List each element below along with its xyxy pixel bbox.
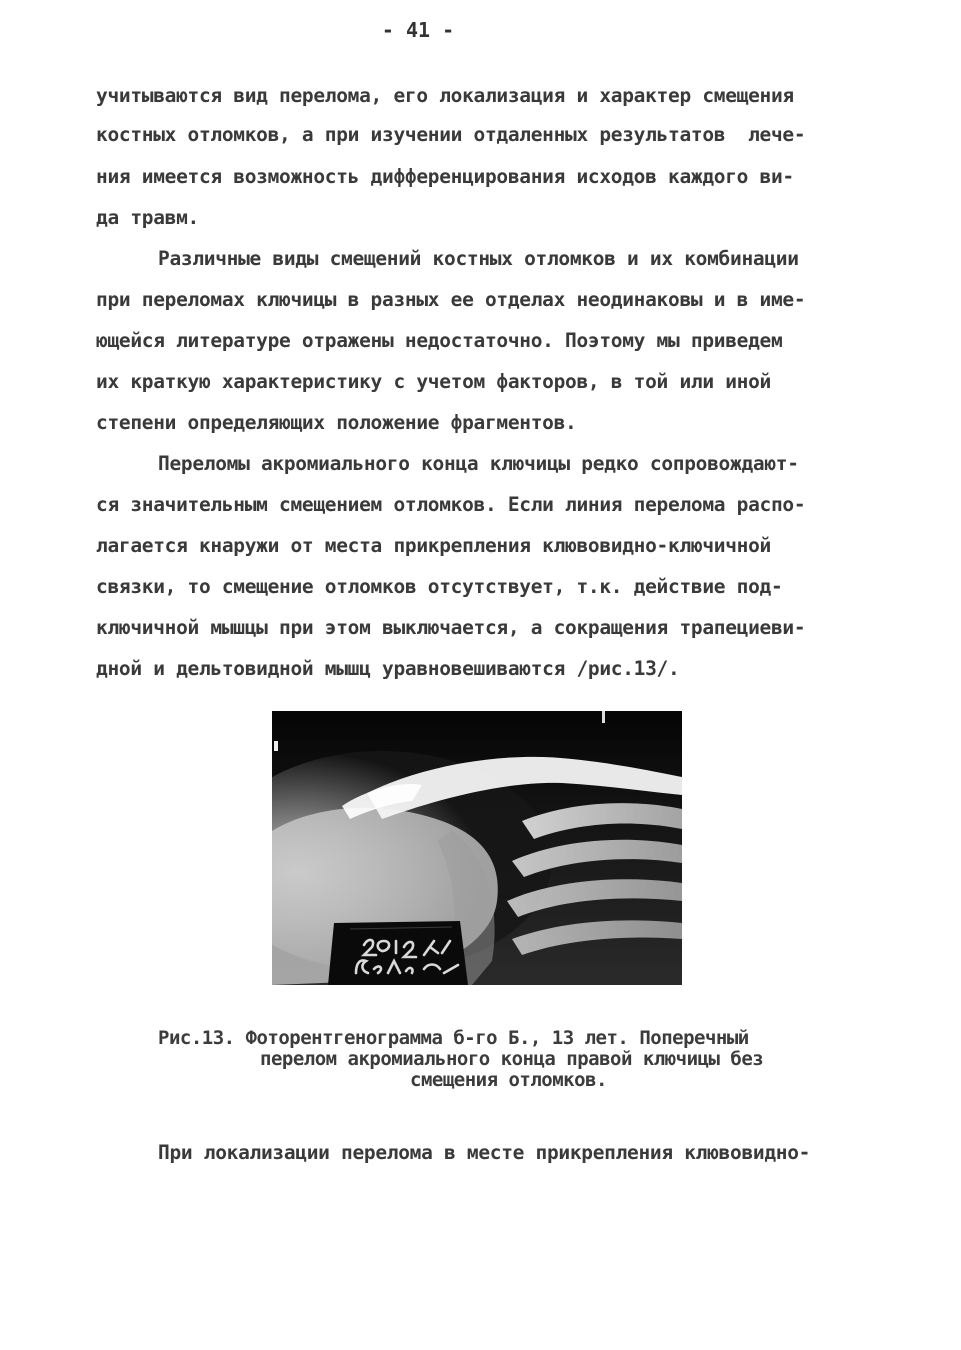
caption-line: перелом акромиального конца правой ключицы без [260, 1048, 764, 1070]
text-line: Переломы акромиального конца ключицы редко сопровождают- [158, 452, 799, 475]
text-line: Различные виды смещений костных отломков и их комбинации [158, 247, 799, 270]
text-line: лагается кнаружи от места прикрепления клювовидно-ключичной [96, 534, 771, 557]
text-line: При локализации перелома в месте прикрепления клювовидно- [158, 1141, 811, 1164]
caption-line: Рис.13. Фоторентгенограмма б-го Б., 13 лет. Поперечный [158, 1027, 749, 1049]
text-line: да травм. [96, 206, 199, 229]
text-line: связки, то смещение отломков отсутствует, т.к. действие под- [96, 575, 783, 598]
text-line: их краткую характеристику с учетом факторов, в той или иной [96, 370, 771, 393]
text-line: степени определяющих положение фрагментов. [96, 411, 577, 434]
text-line: при переломах ключицы в разных ее отделах неодинаковы и в име- [96, 288, 806, 311]
text-line: дной и дельтовидной мышц уравновешиваются /рис.13/. [96, 657, 680, 680]
text-line: ся значительным смещением отломков. Если линия перелома распо- [96, 493, 806, 516]
text-line: костных отломков, а при изучении отдаленных результатов лече- [96, 123, 806, 146]
text-line: ключичной мышцы при этом выключается, а сокращения трапециеви- [96, 616, 806, 639]
xray-image [272, 711, 682, 985]
text-line: учитываются вид перелома, его локализация и характер смещения [96, 84, 794, 107]
xray-photo [272, 711, 682, 985]
text-line: ющейся литературе отражены недостаточно. Поэтому мы приведем [96, 329, 783, 352]
page-number: - 41 - [381, 18, 455, 42]
caption-line: смещения отломков. [410, 1069, 607, 1091]
text-line: ния имеется возможность дифференцирования исходов каждого ви- [96, 165, 794, 188]
